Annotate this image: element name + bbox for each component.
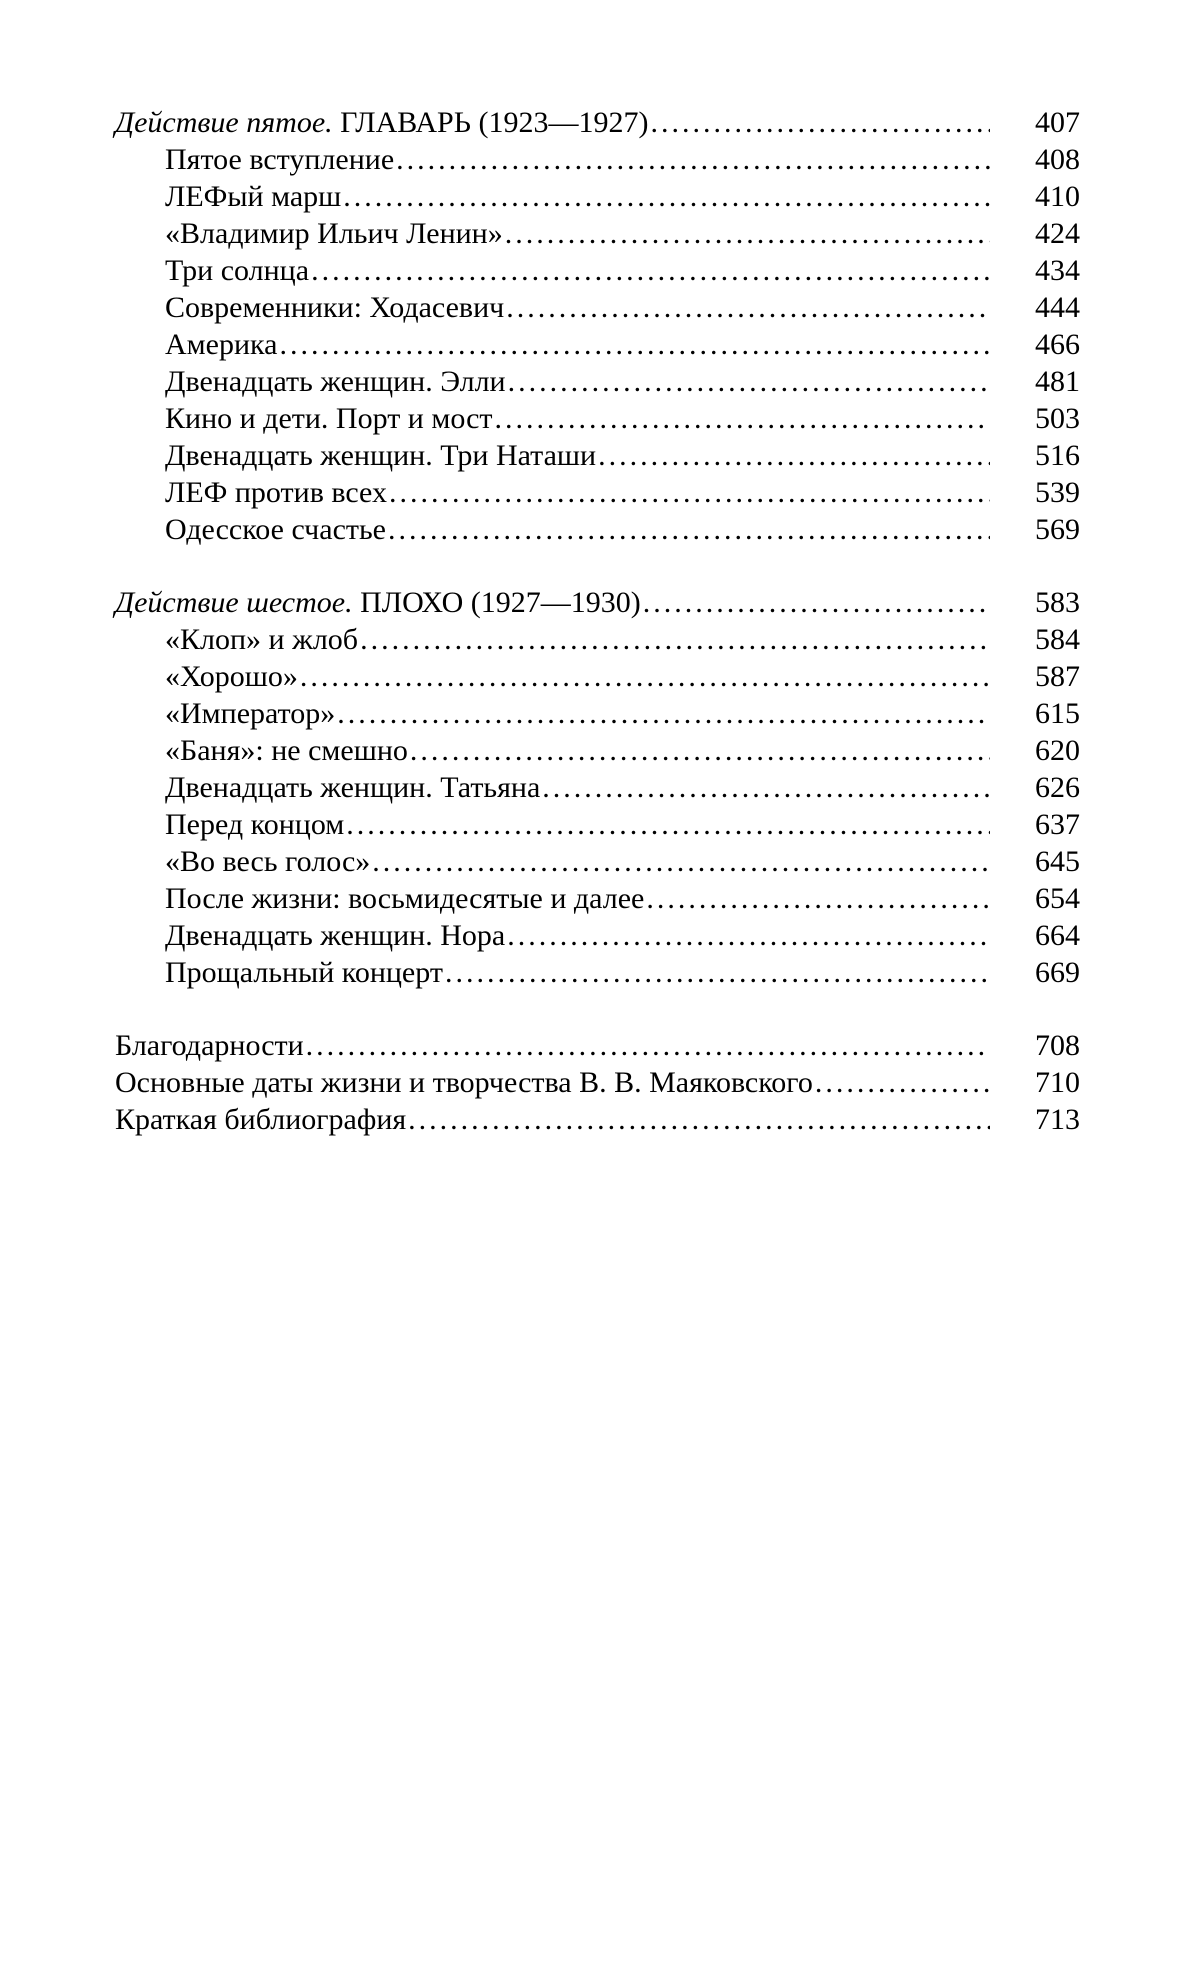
toc-entry-title: Двенадцать женщин. Элли	[165, 365, 506, 398]
toc-entry-title: Благодарности	[115, 1029, 304, 1062]
page-number: 626	[1035, 771, 1080, 804]
page-number: 408	[1035, 143, 1080, 176]
toc-entry-title: Прощальный концерт	[165, 956, 443, 989]
toc-entry	[115, 769, 1080, 806]
page-number: 539	[1035, 476, 1080, 509]
toc-entry-title: Одесское счастье	[165, 513, 387, 546]
toc-entry-label	[115, 104, 648, 141]
toc-entry-title: «Хорошо»	[165, 660, 298, 693]
page-number: 615	[1035, 697, 1080, 730]
toc-entry-title: ЛЕФый марш	[165, 180, 342, 213]
page-number: 584	[1035, 623, 1080, 656]
dot-leader	[372, 843, 990, 880]
table-of-contents	[115, 104, 1080, 1138]
toc-entry-title: «Клоп» и жлоб	[165, 623, 359, 656]
toc-entry	[115, 215, 1080, 252]
dot-leader	[388, 511, 990, 548]
act-title: ГЛАВАРЬ (1923—1927)	[340, 106, 649, 139]
toc-entry-title: Современники: Ходасевич	[165, 291, 505, 324]
toc-entry	[115, 363, 1080, 400]
dot-leader	[505, 215, 990, 252]
dot-leader	[360, 621, 990, 658]
page-number: 434	[1035, 254, 1080, 287]
toc-entry	[115, 843, 1080, 880]
toc-entry	[115, 252, 1080, 289]
dot-leader	[507, 917, 990, 954]
page-number: 569	[1035, 513, 1080, 546]
dot-leader	[306, 1027, 990, 1064]
page-number: 516	[1035, 439, 1080, 472]
toc-entry	[115, 917, 1080, 954]
page-number: 424	[1035, 217, 1080, 250]
page-number: 481	[1035, 365, 1080, 398]
toc-entry-title: Двенадцать женщин. Татьяна	[165, 771, 541, 804]
dot-leader	[445, 954, 990, 991]
toc-entry	[115, 289, 1080, 326]
toc-entry	[115, 511, 1080, 548]
toc-section-appendix	[115, 1027, 1080, 1138]
dot-leader	[311, 252, 990, 289]
toc-entry-title: «Во весь голос»	[165, 845, 371, 878]
dot-leader	[408, 1101, 990, 1138]
dot-leader	[646, 880, 990, 917]
toc-entry	[115, 1064, 1080, 1101]
dot-leader	[396, 141, 990, 178]
toc-entry-title: Кино и дети. Порт и мост	[165, 402, 493, 435]
page-number: 407	[1035, 106, 1080, 139]
toc-entry	[115, 695, 1080, 732]
toc-entry-title: Краткая библиография	[115, 1103, 407, 1136]
dot-leader	[598, 437, 990, 474]
toc-section-heading	[115, 104, 1080, 141]
page-number: 654	[1035, 882, 1080, 915]
toc-entry-title: После жизни: восьмидесятые и далее	[165, 882, 645, 915]
toc-entry-title: ЛЕФ против всех	[165, 476, 387, 509]
toc-entry-title: Перед концом	[165, 808, 345, 841]
toc-entry	[115, 474, 1080, 511]
toc-section-act-five	[115, 104, 1080, 548]
toc-entry	[115, 1027, 1080, 1064]
toc-entry-title: «Император»	[165, 697, 336, 730]
dot-leader	[410, 732, 990, 769]
page-number: 713	[1035, 1103, 1080, 1136]
page-number: 710	[1035, 1066, 1080, 1099]
dot-leader	[337, 695, 990, 732]
dot-leader	[650, 104, 990, 141]
page-number: 444	[1035, 291, 1080, 324]
toc-entry-label	[115, 584, 641, 621]
toc-entry-title: «Владимир Ильич Ленин»	[165, 217, 503, 250]
dot-leader	[279, 326, 990, 363]
toc-entry	[115, 326, 1080, 363]
toc-entry-title: Двенадцать женщин. Три Наташи	[165, 439, 597, 472]
toc-entry	[115, 658, 1080, 695]
dot-leader	[542, 769, 990, 806]
toc-entry-title: Пятое вступление	[165, 143, 395, 176]
page-number: 620	[1035, 734, 1080, 767]
page-number: 664	[1035, 919, 1080, 952]
toc-entry	[115, 880, 1080, 917]
toc-entry	[115, 732, 1080, 769]
toc-entry	[115, 621, 1080, 658]
act-prefix: Действие шестое.	[115, 586, 353, 619]
dot-leader	[508, 363, 990, 400]
page-number: 410	[1035, 180, 1080, 213]
page-number: 708	[1035, 1029, 1080, 1062]
page-number: 645	[1035, 845, 1080, 878]
page-number: 503	[1035, 402, 1080, 435]
toc-entry-title: «Баня»: не смешно	[165, 734, 408, 767]
dot-leader	[495, 400, 990, 437]
toc-entry-title: Три солнца	[165, 254, 310, 287]
page-number: 637	[1035, 808, 1080, 841]
dot-leader	[346, 806, 990, 843]
dot-leader	[343, 178, 990, 215]
act-prefix: Действие пятое.	[115, 106, 333, 139]
toc-entry	[115, 1101, 1080, 1138]
toc-entry-title: Америка	[165, 328, 278, 361]
toc-entry	[115, 141, 1080, 178]
toc-entry	[115, 437, 1080, 474]
toc-entry-title: Основные даты жизни и творчества В. В. Маяковского	[115, 1066, 813, 1099]
page-number: 587	[1035, 660, 1080, 693]
dot-leader	[389, 474, 990, 511]
page-number: 583	[1035, 586, 1080, 619]
toc-entry	[115, 400, 1080, 437]
toc-entry-title: Двенадцать женщин. Нора	[165, 919, 506, 952]
toc-entry	[115, 806, 1080, 843]
toc-section-act-six	[115, 584, 1080, 991]
act-title: ПЛОХО (1927—1930)	[360, 586, 641, 619]
page-number: 466	[1035, 328, 1080, 361]
dot-leader	[300, 658, 990, 695]
dot-leader	[815, 1064, 990, 1101]
toc-section-heading	[115, 584, 1080, 621]
toc-entry	[115, 954, 1080, 991]
toc-entry	[115, 178, 1080, 215]
dot-leader	[506, 289, 990, 326]
page-number: 669	[1035, 956, 1080, 989]
dot-leader	[643, 584, 990, 621]
